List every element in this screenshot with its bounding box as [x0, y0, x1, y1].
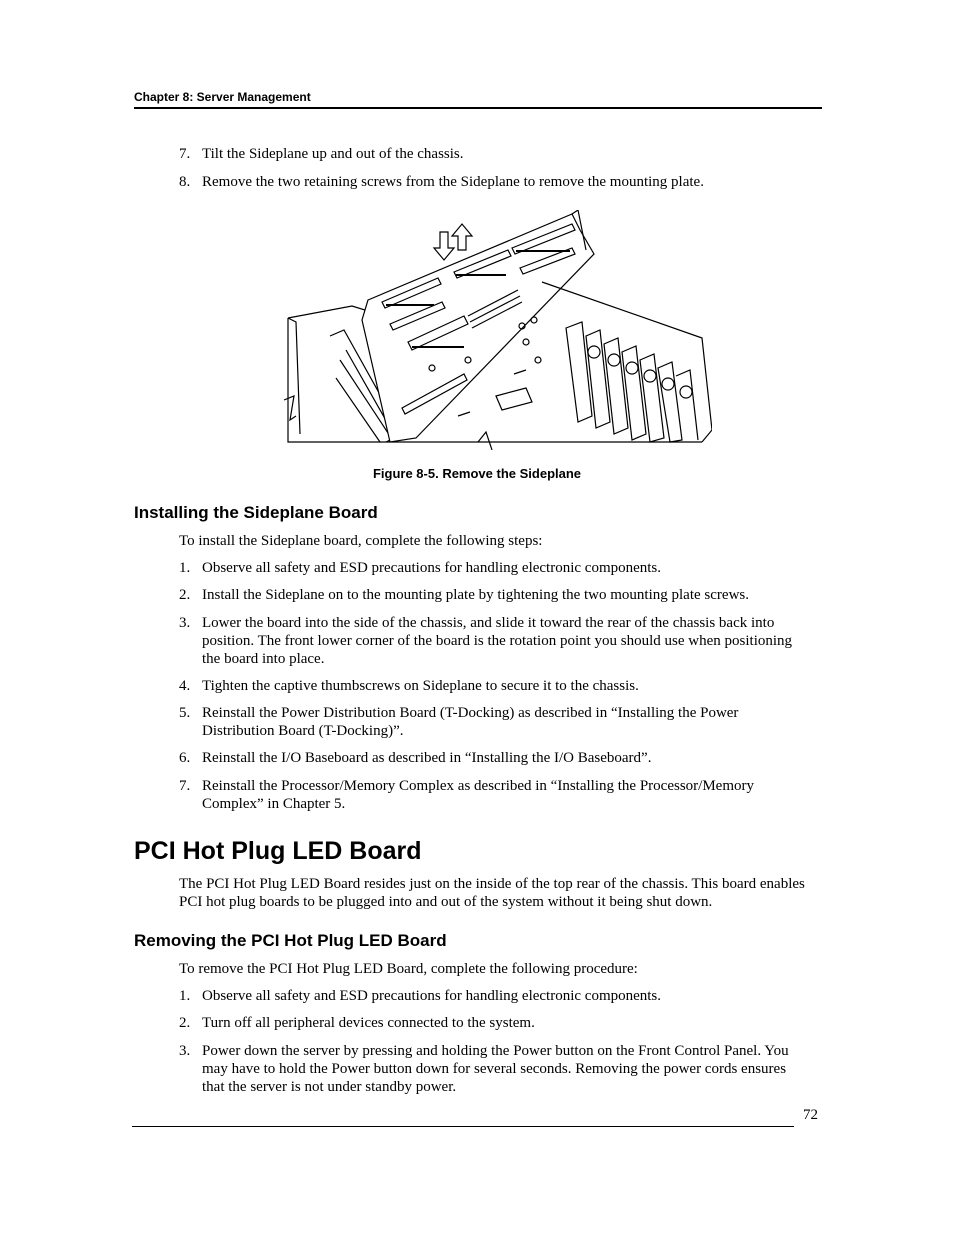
step-text: Install the Sideplane on to the mounting plate by tightening the two mounting plate screws.: [202, 587, 749, 603]
intro-text: To install the Sideplane board, complete the following steps:: [179, 533, 543, 549]
step-number: 3.: [179, 1043, 191, 1059]
list-item: [179, 749, 801, 767]
step-number: 7.: [179, 778, 191, 794]
step-number: 1.: [179, 988, 191, 1004]
step-number: 1.: [179, 560, 191, 576]
list-item: [179, 173, 801, 191]
list-item: [179, 559, 801, 577]
step-number: 2.: [179, 1015, 191, 1031]
step-text: Remove the two retaining screws from the Sideplane to remove the mounting plate.: [202, 174, 704, 190]
section-heading: Removing the PCI Hot Plug LED Board: [134, 931, 447, 950]
sideplane-illustration: [282, 210, 712, 450]
step-text: Reinstall the Processor/Memory Complex as described in “Installing the Processor/Memory Complex” in Chapter 5.: [202, 778, 754, 812]
step-text: Turn off all peripheral devices connected to the system.: [202, 1015, 535, 1031]
list-item: [179, 586, 801, 604]
list-item: [179, 1042, 801, 1096]
step-text: Lower the board into the side of the chassis, and slide it toward the rear of the chassis back into position. The front lower corner of the board is the rotation point you should use when positioning the board into place.: [202, 615, 793, 667]
step-number: 3.: [179, 615, 191, 631]
page-title: PCI Hot Plug LED Board: [134, 837, 422, 865]
intro-text: To remove the PCI Hot Plug LED Board, complete the following procedure:: [179, 961, 638, 977]
step-number: 8.: [179, 174, 191, 190]
intro-text: The PCI Hot Plug LED Board resides just on the inside of the top rear of the chassis. This board enables PCI hot plug boards to be plugged into and out of the system without it being shut down.: [179, 876, 805, 910]
step-number: 5.: [179, 705, 191, 721]
step-number: 6.: [179, 750, 191, 766]
footer-rule: [132, 1126, 794, 1127]
list-item: [179, 614, 801, 668]
list-item: [179, 677, 801, 695]
sideplane-figure: [282, 210, 712, 450]
step-text: Observe all safety and ESD precautions for handling electronic components.: [202, 560, 662, 576]
step-number: 4.: [179, 678, 191, 694]
step-text: Reinstall the I/O Baseboard as described in “Installing the I/O Baseboard”.: [202, 750, 652, 766]
section-heading: Installing the Sideplane Board: [134, 503, 378, 522]
step-text: Reinstall the Power Distribution Board (T-Docking) as described in “Installing the Power Distribution Board (T-Docking)”.: [202, 705, 739, 739]
figure-caption: Figure 8-5. Remove the Sideplane: [372, 466, 582, 481]
step-text: Tilt the Sideplane up and out of the chassis.: [202, 146, 464, 162]
step-number: 7.: [179, 146, 191, 162]
list-item: [179, 987, 801, 1005]
list-item: [179, 145, 801, 163]
list-item: [179, 777, 801, 813]
step-number: 2.: [179, 587, 191, 603]
step-text: Power down the server by pressing and holding the Power button on the Front Control Panel. You may have to hold the Power button down for several seconds. Removing the power cords ensures that the server is not under standby power.: [202, 1043, 789, 1095]
list-item: [179, 704, 801, 740]
step-text: Tighten the captive thumbscrews on Sideplane to secure it to the chassis.: [202, 678, 639, 694]
step-text: Observe all safety and ESD precautions for handling electronic components.: [202, 988, 662, 1004]
running-header: Chapter 8: Server Management: [134, 90, 822, 109]
list-item: [179, 1014, 801, 1032]
page-number: 72: [803, 1107, 818, 1123]
